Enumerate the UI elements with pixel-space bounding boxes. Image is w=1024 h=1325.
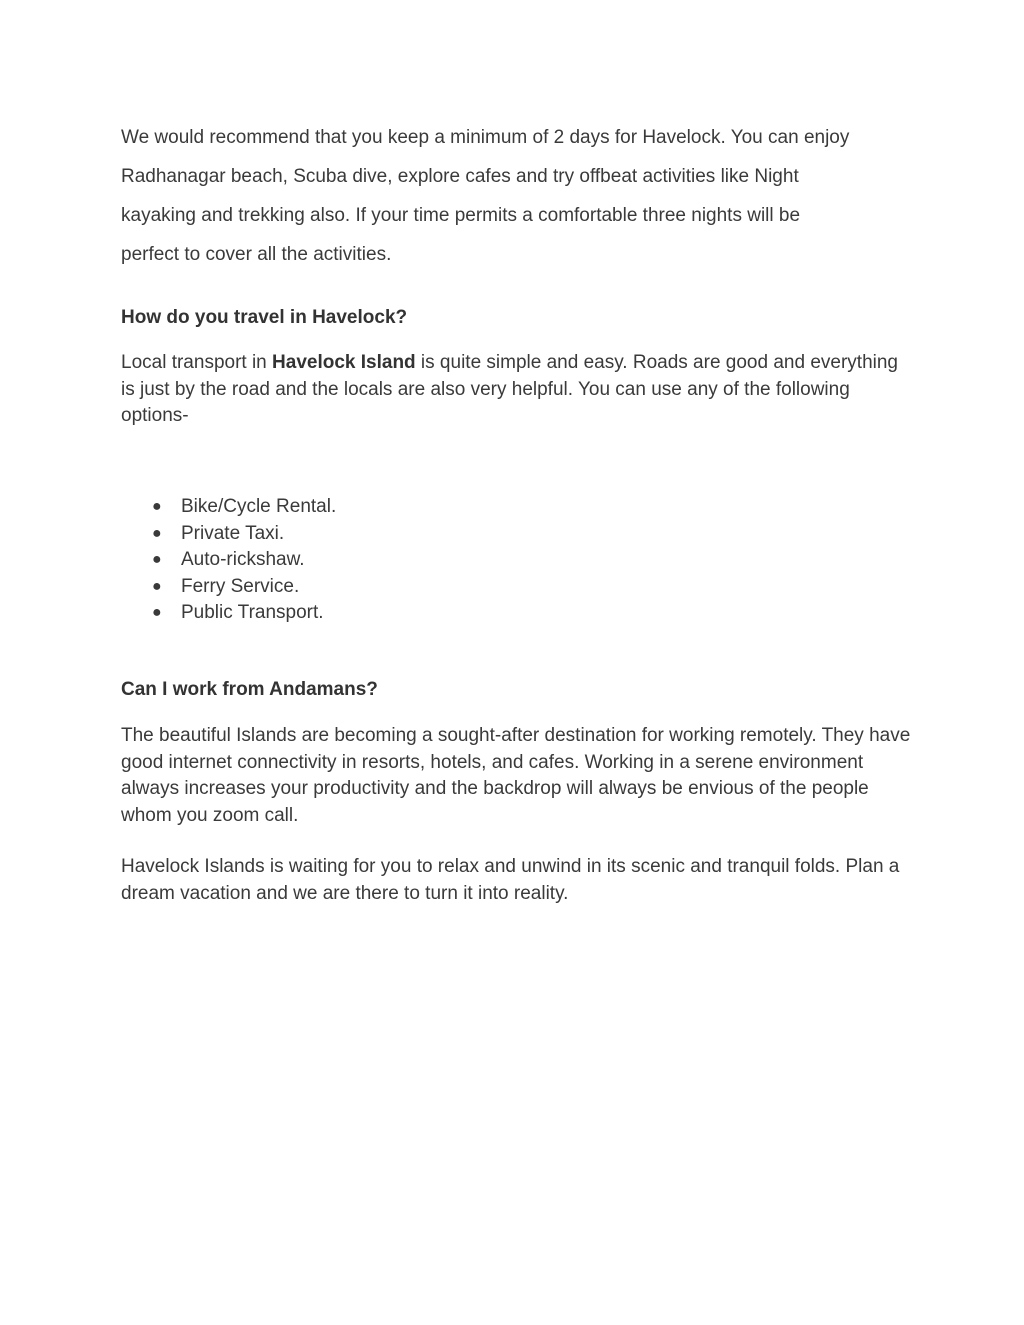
travel-heading: How do you travel in Havelock? <box>121 307 408 328</box>
option-label: Public Transport. <box>181 602 324 623</box>
bullet-icon: ● <box>152 551 162 568</box>
option-label: Bike/Cycle Rental. <box>181 496 337 517</box>
havelock-island-bold: Havelock Island <box>272 352 416 373</box>
list-item <box>121 521 336 548</box>
bullet-icon: ● <box>152 498 162 515</box>
bullet-icon: ● <box>152 524 162 542</box>
bullet-icon: ● <box>152 604 162 621</box>
list-item <box>121 600 336 627</box>
intro-line-1: We would recommend that you keep a minimum of 2 days for Havelock. You can enjoy <box>121 127 850 148</box>
option-label: Auto-rickshaw. <box>181 549 305 570</box>
travel-text-before: Local transport in <box>121 352 273 373</box>
list-item <box>121 494 336 521</box>
option-label: Private Taxi. <box>181 522 285 544</box>
intro-line-3: kayaking and trekking also. If your time permits a comfortable three nights will be <box>121 205 801 226</box>
intro-paragraph <box>121 118 911 274</box>
list-item <box>121 574 336 601</box>
closing-paragraph: Havelock Islands is waiting for you to relax and unwind in its scenic and tranquil folds. Plan a dream vacation and we are there to turn it into reality. <box>121 856 900 904</box>
work-paragraph: The beautiful Islands are becoming a sought-after destination for working remotely. They have good internet connectivity in resorts, hotels, and cafes. Working in a serene environment always increases your productivity and the backdrop will always be envious of the people whom you zoom call. <box>121 725 911 826</box>
option-label: Ferry Service. <box>181 575 300 597</box>
travel-paragraph <box>121 350 911 430</box>
bullet-icon: ● <box>152 577 162 595</box>
transport-options-list <box>121 494 336 627</box>
list-item <box>121 547 336 574</box>
work-heading: Can I work from Andamans? <box>121 679 378 700</box>
travel-text-after: is quite simple and easy. Roads are good and everything is just by the road and the locals are also very helpful. You can use any of the following options- <box>121 352 898 426</box>
intro-line-2: Radhanagar beach, Scuba dive, explore cafes and try offbeat activities like Night <box>121 166 799 187</box>
intro-line-4: perfect to cover all the activities. <box>121 244 392 265</box>
